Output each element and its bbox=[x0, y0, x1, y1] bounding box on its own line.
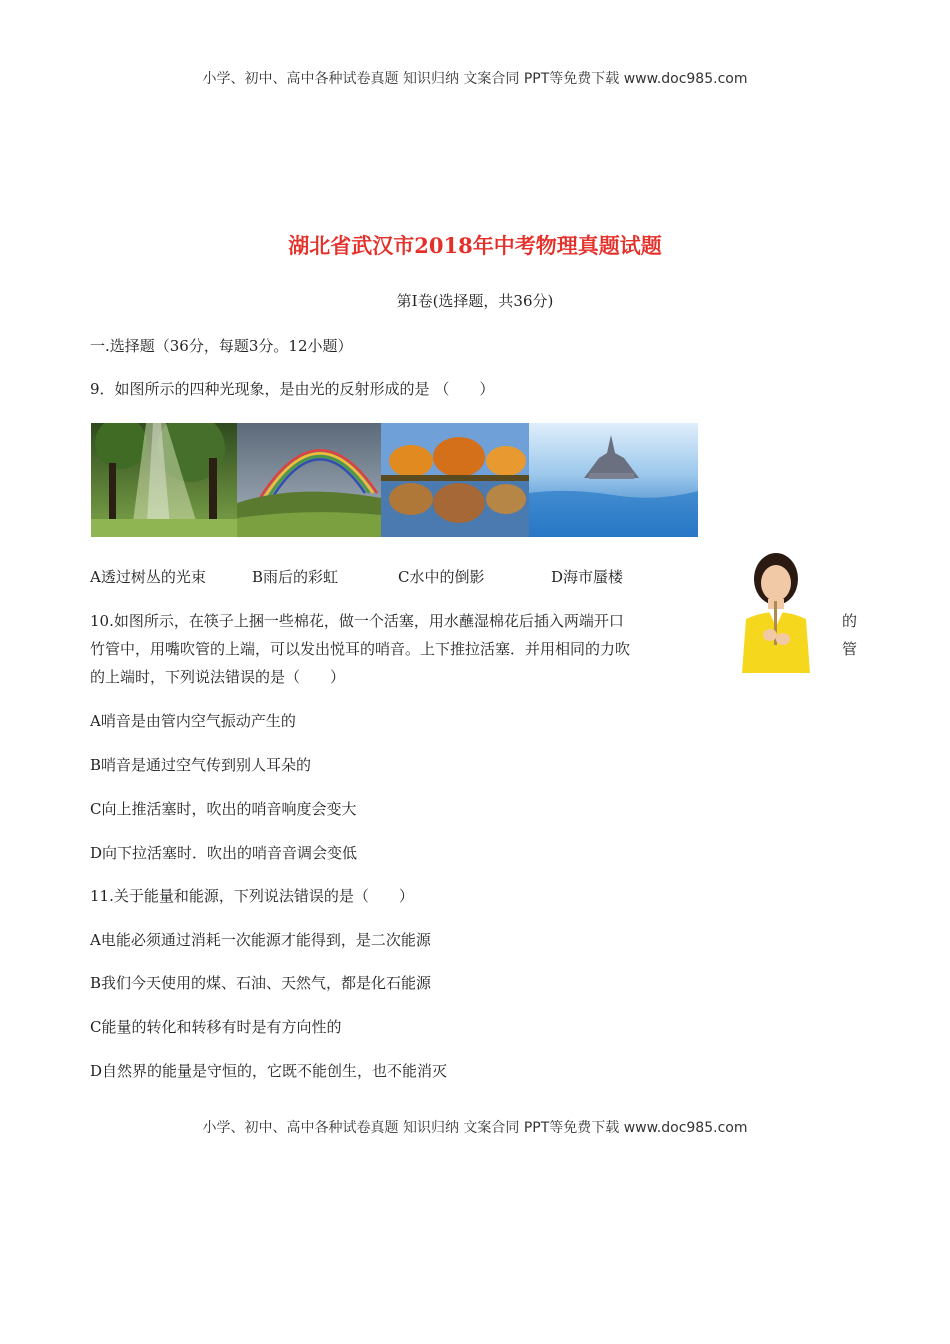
q9-option-c: C水中的倒影 bbox=[398, 568, 485, 586]
q10-line1-tail: 的 bbox=[842, 612, 858, 630]
q9-option-a: A透过树丛的光束 bbox=[90, 568, 206, 586]
q10-option-c: C向上推活塞时，吹出的哨音响度会变大 bbox=[90, 800, 357, 818]
page-header: 小学、初中、高中各种试卷真题 知识归纳 文案合同 PPT等免费下载 www.doc985.com bbox=[202, 71, 748, 87]
water-reflection-image bbox=[381, 423, 529, 537]
q11-stem: 11.关于能量和能源，下列说法错误的是（ ） bbox=[90, 887, 414, 905]
q10-line1: 10.如图所示，在筷子上捆一些棉花，做一个活塞，用水蘸湿棉花后插入两端开口 bbox=[90, 612, 624, 630]
forest-light-image bbox=[91, 423, 237, 537]
rainbow-image bbox=[237, 423, 381, 537]
q10-option-d: D向下拉活塞时．吹出的哨音音调会变低 bbox=[90, 844, 358, 862]
q10-line2: 竹管中，用嘴吹管的上端，可以发出悦耳的哨音。上下推拉活塞．并用相同的力吹 bbox=[90, 640, 631, 658]
page-footer: 小学、初中、高中各种试卷真题 知识归纳 文案合同 PPT等免费下载 www.doc985.com bbox=[202, 1120, 748, 1136]
section-heading: 第Ⅰ卷(选择题，共36分) bbox=[396, 292, 554, 310]
q9-figures bbox=[91, 423, 698, 537]
q9-option-d: D海市蜃楼 bbox=[551, 568, 624, 586]
q11-option-a: A电能必须通过消耗一次能源才能得到，是二次能源 bbox=[90, 931, 431, 949]
part-heading: 一.选择题（36分，每题3分。12小题） bbox=[90, 337, 353, 355]
q10-line2-tail: 管 bbox=[842, 640, 858, 658]
q10-option-b: B哨音是通过空气传到别人耳朵的 bbox=[90, 756, 312, 774]
q10-option-a: A哨音是由管内空气振动产生的 bbox=[90, 712, 296, 730]
q9-stem: 9．如图所示的四种光现象，是由光的反射形成的是 （ ） bbox=[90, 380, 495, 398]
mirage-castle-image bbox=[529, 423, 698, 537]
q11-option-d: D自然界的能量是守恒的，它既不能创生，也不能消灭 bbox=[90, 1062, 448, 1080]
exam-title: 湖北省武汉市2018年中考物理真题试题 bbox=[288, 233, 662, 258]
q9-options bbox=[90, 566, 730, 587]
q11-option-c: C能量的转化和转移有时是有方向性的 bbox=[90, 1018, 342, 1036]
q10-line3: 的上端时，下列说法错误的是（ ） bbox=[90, 668, 346, 686]
girl-blowing-whistle-image bbox=[728, 547, 824, 673]
q11-option-b: B我们今天使用的煤、石油、天然气，都是化石能源 bbox=[90, 974, 432, 992]
q9-option-b: B雨后的彩虹 bbox=[252, 568, 339, 586]
